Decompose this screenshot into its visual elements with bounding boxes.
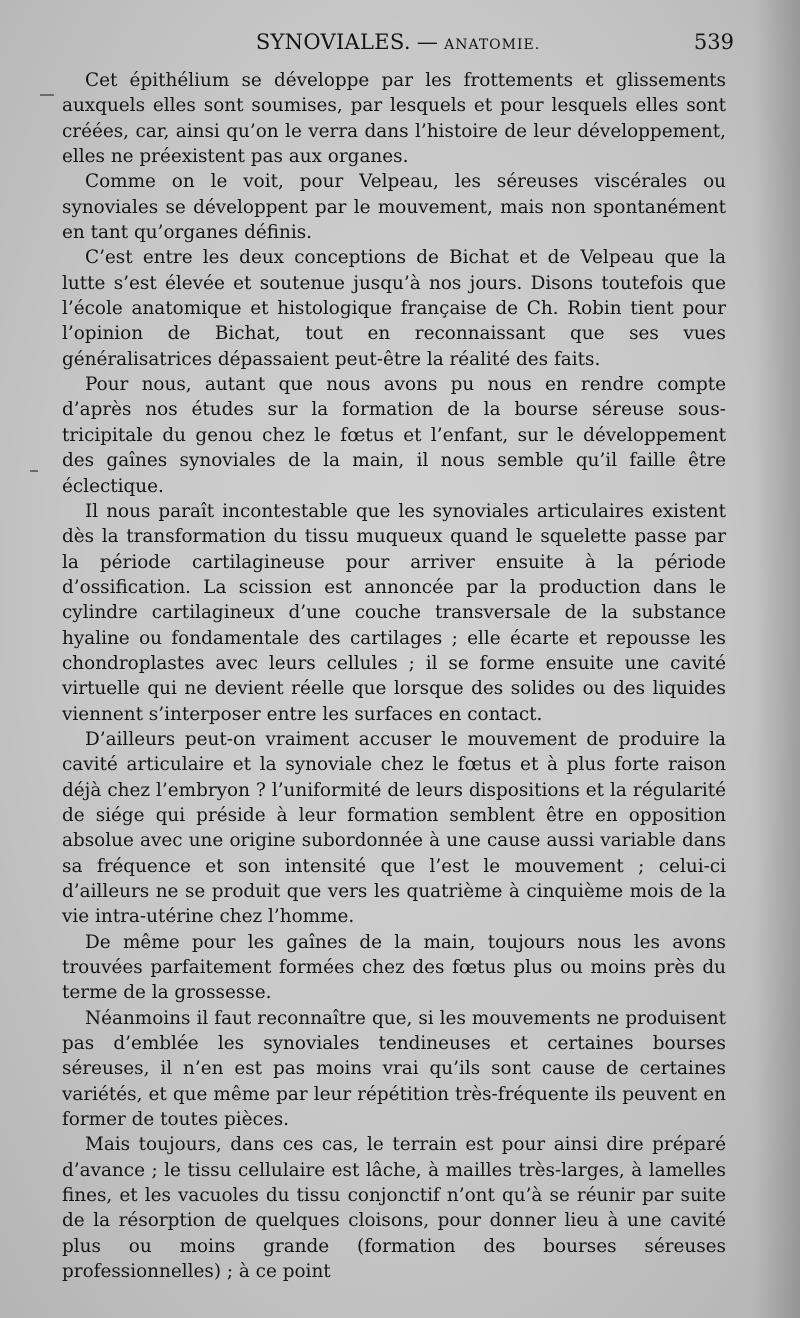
header-separator: — <box>416 30 439 54</box>
paragraph: Mais toujours, dans ces cas, le terrain est pour ainsi dire préparé d’avance ; le tissu cellulaire est lâche, à mailles très-larges, à lamelles fines, et les vacuoles du tissu conjonctif n’ont qu’à se réunir par suite de la résorption de quelques cloisons, pour donner lieu à une cavité plus ou moins grande (formation des bourses séreuses professionnelles) ; à ce point <box>62 1134 726 1283</box>
paragraph: De même pour les gaînes de la main, toujours nous les avons trouvées parfaitement formées chez des fœtus plus ou moins près du terme de la grossesse. <box>62 931 726 1004</box>
paragraph: Pour nous, autant que nous avons pu nous en rendre compte d’après nos études sur la formation de la bourse séreuse sous-tricipitale du genou chez le fœtus et l’enfant, sur le développement des gaînes synoviales de la main, il nous semble qu’il faille être éclectique. <box>62 374 726 497</box>
margin-mark <box>30 470 38 472</box>
paragraph: Néanmoins il faut reconnaître que, si les mouvements ne produisent pas d’emblée les synoviales tendineuses et certaines bourses séreuses, il n’en est pas moins vrai qu’ils sont cause de certaines variétés, et que même par leur répétition très-fréquente ils peuvent en former de toutes pièces. <box>62 1007 726 1131</box>
paragraph: Cet épithélium se développe par les frottements et glissements auxquels elles sont soumises, par lesquels et pour lesquels elles sont créées, car, ainsi qu’on le verra dans l’histoire de leur développement, elles ne préexistent pas aux organes. <box>62 70 726 168</box>
page-header <box>62 30 734 64</box>
running-title-section: ANATOMIE. <box>444 37 541 53</box>
page-number: 539 <box>693 30 734 54</box>
paragraph: C’est entre les deux conceptions de Bichat et de Velpeau que la lutte s’est élevée et soutenue jusqu’à nos jours. Disons toutefois que l’école anatomique et histologique française de Ch. Robin tient pour l’opinion de Bichat, tout en reconnaissant que ses vues généralisatrices dépassaient peut-être la réalité des faits. <box>62 247 726 370</box>
margin-mark <box>40 94 54 96</box>
running-title-main: SYNOVIALES. <box>255 30 411 54</box>
body-text <box>62 68 726 1285</box>
running-title <box>62 30 734 54</box>
paragraph: Il nous paraît incontestable que les synoviales articulaires existent dès la transformation du tissu muqueux quand le squelette passe par la période cartilagineuse pour arriver ensuite à la période d’ossification. La scission est annoncée par la production dans le cylindre cartilagineux d’une couche transversale de la substance hyaline ou fondamentale des cartilages ; elle écarte et repousse les chondroplastes avec leurs cellules ; il se forme ensuite une cavité virtuelle qui ne devient réelle que lorsque des solides ou des liquides viennent s’interposer entre les surfaces en contact. <box>62 500 726 725</box>
paragraph: D’ailleurs peut-on vraiment accuser le mouvement de produire la cavité articulaire et la synoviale chez le fœtus et à plus forte raison déjà chez l’embryon ? l’uniformité de leurs dispositions et la régularité de siége qui préside à leur formation semblent être en opposition absolue avec une origine subordonnée à une cause aussi variable dans sa fréquence et son intensité que l’est le mouvement ; celui-ci d’ailleurs ne se produit que vers les quatrième à cinquième mois de la vie intra-utérine chez l’homme. <box>62 728 726 928</box>
paragraph: Comme on le voit, pour Velpeau, les séreuses viscérales ou synoviales se développent par le mouvement, mais non spontanément en tant qu’organes définis. <box>62 171 726 244</box>
